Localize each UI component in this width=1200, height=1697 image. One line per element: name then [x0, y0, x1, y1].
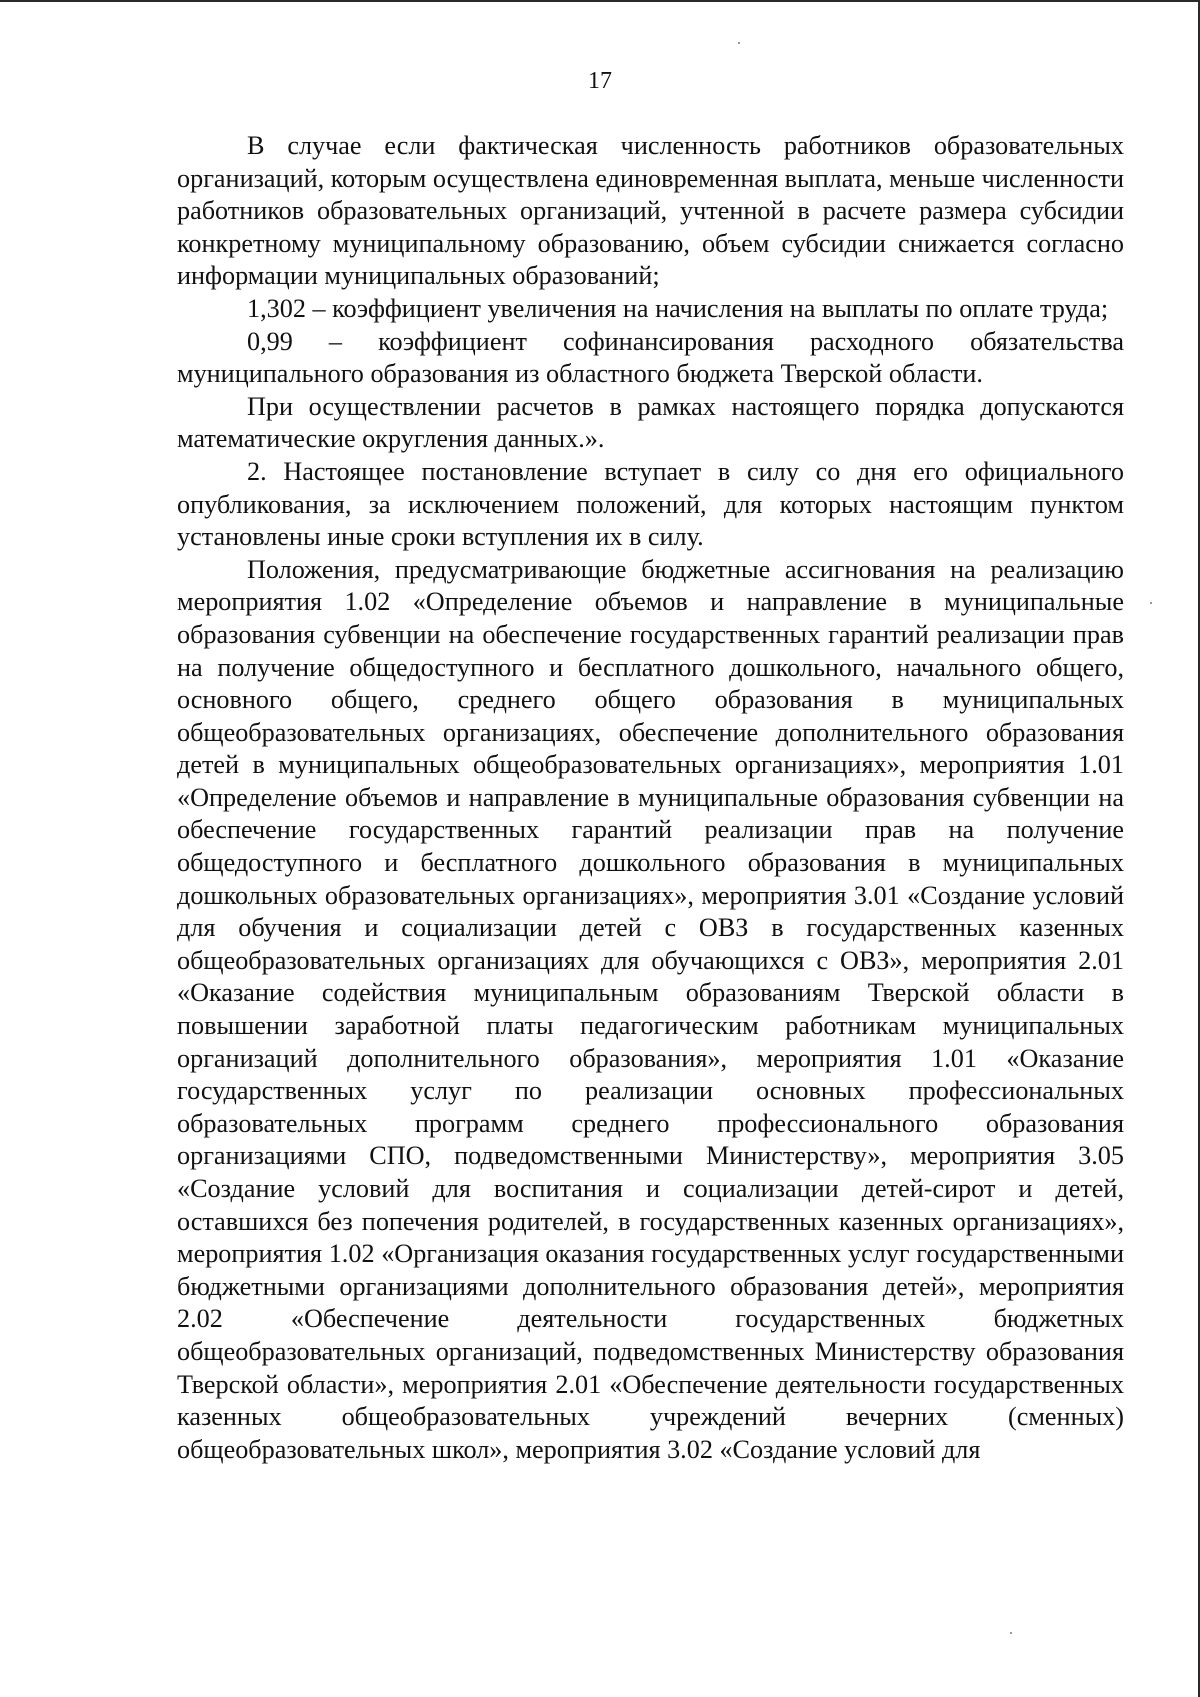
page-number: 17: [588, 68, 612, 94]
paragraph-rounding: При осуществлении расчетов в рамках настоящего порядка допускаются математические округления данных.».: [177, 391, 1124, 454]
paragraph-entry-into-force: 2. Настоящее постановление вступает в силу со дня его официального опубликования, за исключением положений, для которых настоящим пунктом установлены иные сроки вступления их в силу.: [177, 456, 1124, 552]
paragraph-subsidy-reduction: В случае если фактическая численность работников образовательных организаций, которым осуществлена единовременная выплата, меньше численности работников образовательных организаций, учтенной в расчете размера субсидии конкретному муниципальному образованию, объем субсидии снижается согласно информации муниципальных образований;: [177, 131, 1124, 291]
paragraph-provisions: Положения, предусматривающие бюджетные ассигнования на реализацию мероприятия 1.02 «Определение объемов и направление в муниципальные образования субвенции на обеспечение государственных гарантий реализации прав на получение общедоступного и бесплатного дошкольного, начального общего, основного общего, среднего общего образования в муниципальных общеобразовательных организациях, обеспечение дополнительного образования детей в муниципальных общеобразовательных организациях», мероприятия 1.01 «Определение объемов и направление в муниципальные образования субвенции на обеспечение государственных гарантий реализации прав на получение общедоступного и бесплатного дошкольного образования в муниципальных дошкольных образовательных организациях», мероприятия 3.01 «Создание условий для обучения и социализации детей с ОВЗ в государственных казенных общеобразовательных организациях для обучающихся с ОВЗ», мероприятия 2.01 «Оказание содействия муниципальным образованиям Тверской области в повышении заработной платы педагогическим работникам муниципальных организаций дополнительного образования», мероприятия 1.01 «Оказание государственных услуг по реализации основных профессиональных образовательных программ среднего профессионального образования организациями СПО, подведомственными Министерству», мероприятия 3.05 «Создание условий для воспитания и социализации детей-сирот и детей, оставшихся без попечения родителей, в государственных казенных организациях», мероприятия 1.02 «Организация оказания государственных услуг государственными бюджетными организациями дополнительного образования детей», мероприятия 2.02 «Обеспечение деятельности государственных бюджетных общеобразовательных организаций, подведомственных Министерству образования Тверской области», мероприятия 2.01 «Обеспечение деятельности государственных казенных общеобразовательных учреждений вечерних (сменных) общеобразовательных школ», мероприятия 3.02 «Создание условий для: [177, 554, 1124, 1464]
document-body: [177, 130, 1124, 1466]
scan-speck: [1150, 602, 1152, 604]
paragraph-coefficient-099: 0,99 – коэффициент софинансирования расходного обязательства муниципального образования из областного бюджета Тверской области.: [177, 326, 1124, 389]
paragraph-coefficient-1302: 1,302 – коэффициент увеличения на начисления на выплаты по оплате труда;: [247, 293, 1109, 323]
scan-speck: [1010, 1632, 1012, 1634]
scan-speck: [738, 42, 740, 44]
